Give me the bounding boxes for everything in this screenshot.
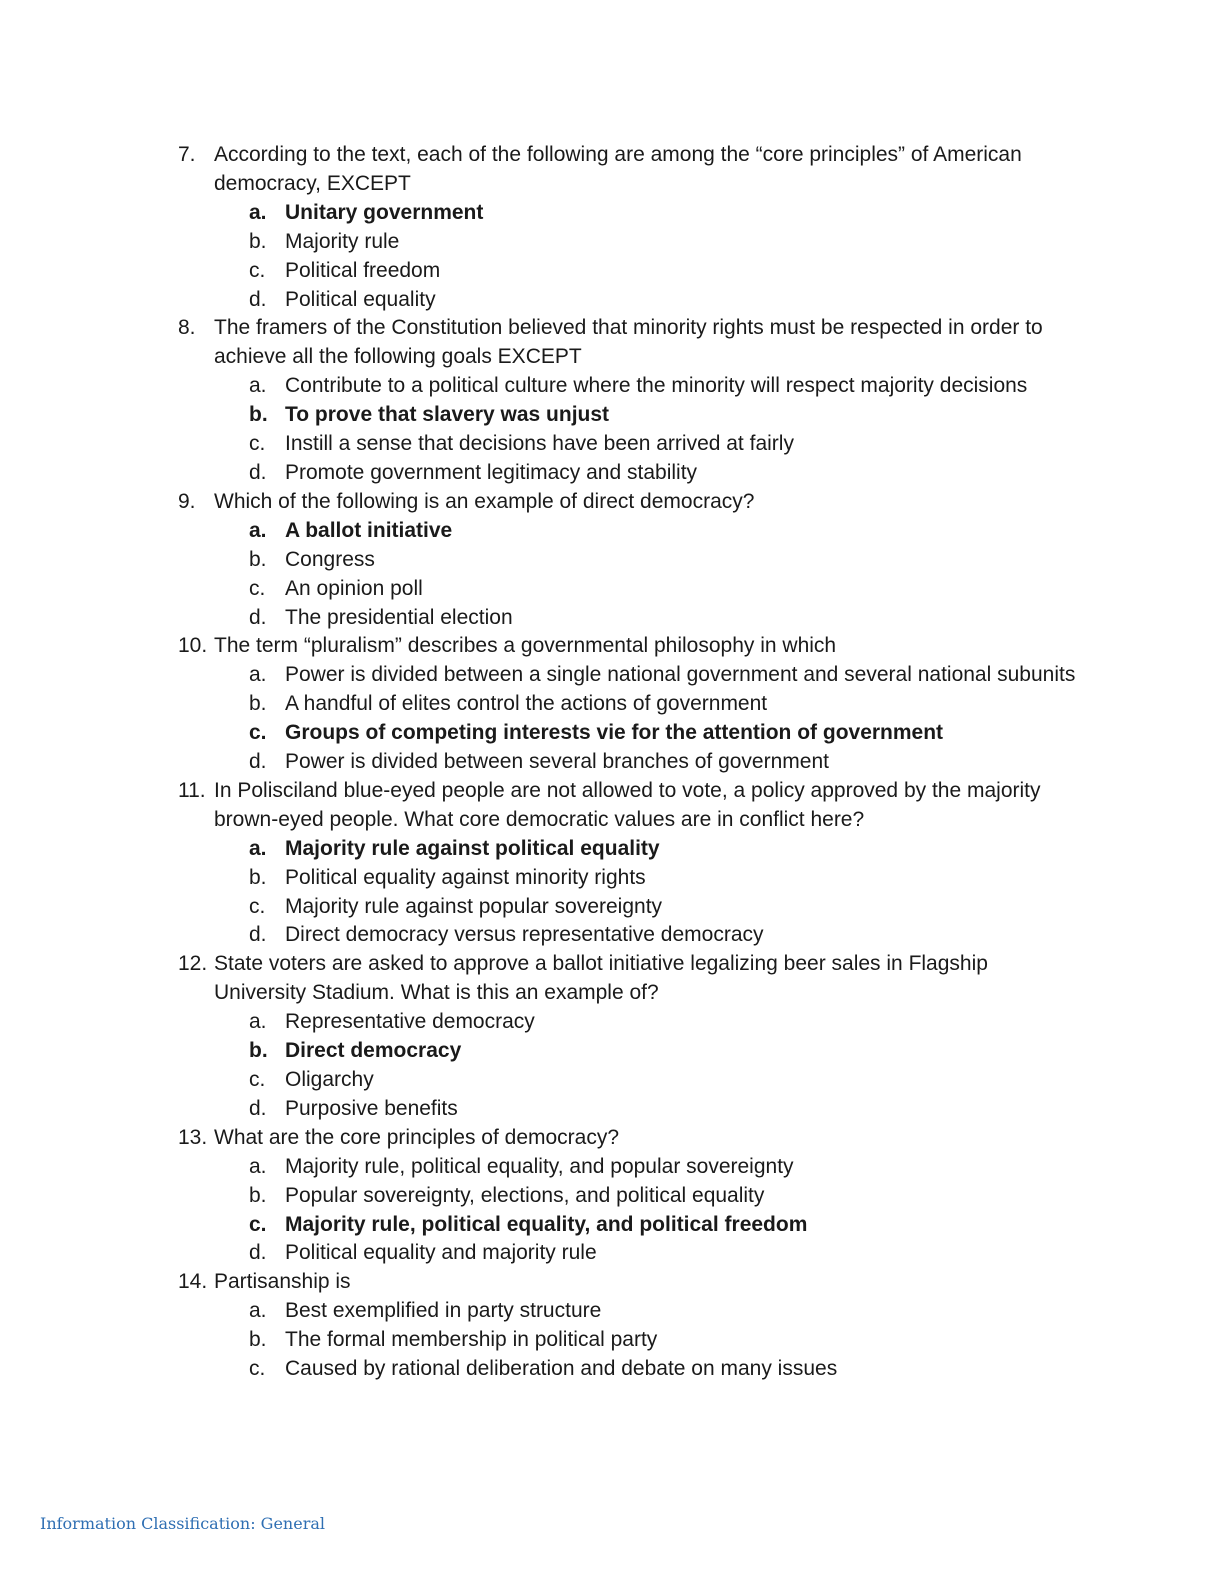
option-text: An opinion poll: [285, 576, 423, 600]
option-text: Groups of competing interests vie for the attention of government: [285, 721, 944, 745]
answer-option: [0, 864, 1224, 893]
option-text: Caused by rational deliberation and debate on many issues: [285, 1357, 838, 1381]
option-letter: c.: [249, 894, 266, 918]
option-letter: c.: [249, 576, 266, 600]
answer-option: [0, 430, 1224, 459]
option-text: The formal membership in political party: [285, 1328, 658, 1352]
option-text: To prove that slavery was unjust: [285, 403, 610, 427]
question-number: 9.: [178, 489, 196, 513]
question-number: 14.: [178, 1270, 208, 1294]
question-item: [0, 141, 1224, 314]
information-classification-footer: Information Classification: General: [40, 1514, 326, 1533]
option-letter: c.: [249, 432, 266, 456]
option-letter: b.: [249, 692, 267, 716]
option-letter: c.: [249, 1357, 266, 1381]
option-text: Purposive benefits: [285, 1096, 458, 1120]
option-letter: a.: [249, 1154, 267, 1178]
answer-option-correct: [0, 199, 1224, 228]
answer-option-correct: [0, 517, 1224, 546]
option-text: Political freedom: [285, 258, 441, 282]
option-text: Political equality: [285, 287, 436, 311]
question-list: [0, 141, 1224, 1384]
option-text: Popular sovereignty, elections, and political equality: [285, 1183, 765, 1207]
answer-option: [0, 661, 1224, 690]
option-text: Majority rule against popular sovereignty: [285, 894, 663, 918]
question-item: [0, 1268, 1224, 1384]
answer-option-correct: [0, 1037, 1224, 1066]
question-text: Partisanship is: [214, 1270, 351, 1294]
option-text: Majority rule: [285, 229, 400, 253]
question-text: The term “pluralism” describes a governmental philosophy in which: [214, 634, 837, 658]
question-text: What are the core principles of democracy?: [214, 1125, 620, 1149]
question-item: [0, 632, 1224, 777]
option-letter: a.: [249, 1010, 267, 1034]
option-text: Direct democracy versus representative democracy: [285, 923, 764, 947]
option-letter: c.: [249, 258, 266, 282]
option-letter: a.: [249, 1299, 267, 1323]
question-stem: [0, 777, 1224, 835]
option-letter: d.: [249, 605, 267, 629]
option-letter: a.: [249, 374, 267, 398]
answer-option: [0, 228, 1224, 257]
option-letter: a.: [249, 663, 267, 687]
option-letter: b.: [249, 1328, 267, 1352]
answer-option: [0, 921, 1224, 950]
question-number: 10.: [178, 634, 208, 658]
option-letter: d.: [249, 750, 267, 774]
question-stem: [0, 488, 1224, 517]
option-letter: b.: [249, 865, 267, 889]
question-text: The framers of the Constitution believed that minority rights must be respected in order to achieve all the following goals EXCEPT: [214, 316, 1043, 369]
answer-option: [0, 690, 1224, 719]
answer-option: [0, 1326, 1224, 1355]
option-letter: b.: [249, 403, 268, 427]
option-text: The presidential election: [285, 605, 513, 629]
answer-option-correct: [0, 835, 1224, 864]
question-stem: [0, 1268, 1224, 1297]
option-letter: b.: [249, 1039, 268, 1063]
answer-option-correct: [0, 1211, 1224, 1240]
option-text: Oligarchy: [285, 1068, 374, 1091]
answer-option: [0, 604, 1224, 633]
answer-option-correct: [0, 401, 1224, 430]
answer-option: [0, 1066, 1224, 1095]
option-letter: d.: [249, 1096, 267, 1120]
option-letter: c.: [249, 1068, 266, 1091]
answer-option-correct: [0, 719, 1224, 748]
option-text: Power is divided between a single national government and several national subunits: [285, 663, 1076, 687]
question-item: [0, 950, 1224, 1123]
option-text: Political equality against minority rights: [285, 865, 646, 889]
option-text: Best exemplified in party structure: [285, 1299, 602, 1323]
option-letter: d.: [249, 923, 267, 947]
option-text: Power is divided between several branches of government: [285, 750, 829, 774]
option-letter: b.: [249, 229, 267, 253]
answer-option: [0, 257, 1224, 286]
answer-option: [0, 459, 1224, 488]
option-letter: b.: [249, 547, 267, 571]
option-text: Contribute to a political culture where the minority will respect majority decisions: [285, 374, 1028, 398]
question-stem: [0, 950, 1224, 1008]
question-text: According to the text, each of the following are among the “core principles” of American democracy, EXCEPT: [214, 143, 1022, 195]
answer-option: [0, 1153, 1224, 1182]
question-number: 7.: [178, 143, 196, 166]
question-stem: [0, 632, 1224, 661]
option-text: Congress: [285, 547, 375, 571]
question-item: [0, 777, 1224, 950]
option-letter: d.: [249, 1241, 267, 1265]
answer-option: [0, 1095, 1224, 1124]
question-text: State voters are asked to approve a ballot initiative legalizing beer sales in Flagship University Stadium. What is this an example of?: [214, 952, 988, 1005]
answer-option: [0, 286, 1224, 315]
question-stem: [0, 141, 1224, 199]
option-text: Unitary government: [285, 200, 484, 224]
question-number: 8.: [178, 316, 196, 340]
question-number: 13.: [178, 1125, 208, 1149]
question-number: 12.: [178, 952, 208, 976]
answer-option: [0, 1297, 1224, 1326]
option-text: A ballot initiative: [285, 518, 453, 542]
question-text: Which of the following is an example of direct democracy?: [214, 489, 755, 513]
question-stem: [0, 314, 1224, 372]
question-item: [0, 1124, 1224, 1269]
option-letter: a.: [249, 836, 267, 860]
option-letter: d.: [249, 460, 267, 484]
answer-option: [0, 546, 1224, 575]
option-text: Direct democracy: [285, 1039, 462, 1063]
option-text: Majority rule, political equality, and popular sovereignty: [285, 1154, 794, 1178]
option-text: Majority rule, political equality, and political freedom: [285, 1212, 808, 1236]
answer-option: [0, 748, 1224, 777]
question-number: 11.: [178, 778, 206, 802]
answer-option: [0, 1182, 1224, 1211]
question-text: In Polisciland blue-eyed people are not allowed to vote, a policy approved by the majority brown-eyed people. What core democratic values are in conflict here?: [214, 778, 1041, 831]
option-text: Political equality and majority rule: [285, 1241, 597, 1265]
question-item: [0, 488, 1224, 633]
answer-option: [0, 1355, 1224, 1384]
option-letter: b.: [249, 1183, 267, 1207]
option-text: Instill a sense that decisions have been arrived at fairly: [285, 432, 794, 456]
option-letter: c.: [249, 1212, 267, 1236]
answer-option: [0, 372, 1224, 401]
answer-option: [0, 893, 1224, 922]
answer-option: [0, 1239, 1224, 1268]
answer-option: [0, 1008, 1224, 1037]
question-item: [0, 314, 1224, 487]
option-text: Representative democracy: [285, 1010, 535, 1034]
option-text: Majority rule against political equality: [285, 836, 660, 860]
option-letter: c.: [249, 721, 267, 745]
question-stem: [0, 1124, 1224, 1153]
answer-option: [0, 575, 1224, 604]
option-text: A handful of elites control the actions of government: [285, 692, 768, 716]
option-letter: d.: [249, 287, 267, 311]
option-letter: a.: [249, 200, 267, 224]
option-letter: a.: [249, 518, 267, 542]
option-text: Promote government legitimacy and stability: [285, 460, 698, 484]
